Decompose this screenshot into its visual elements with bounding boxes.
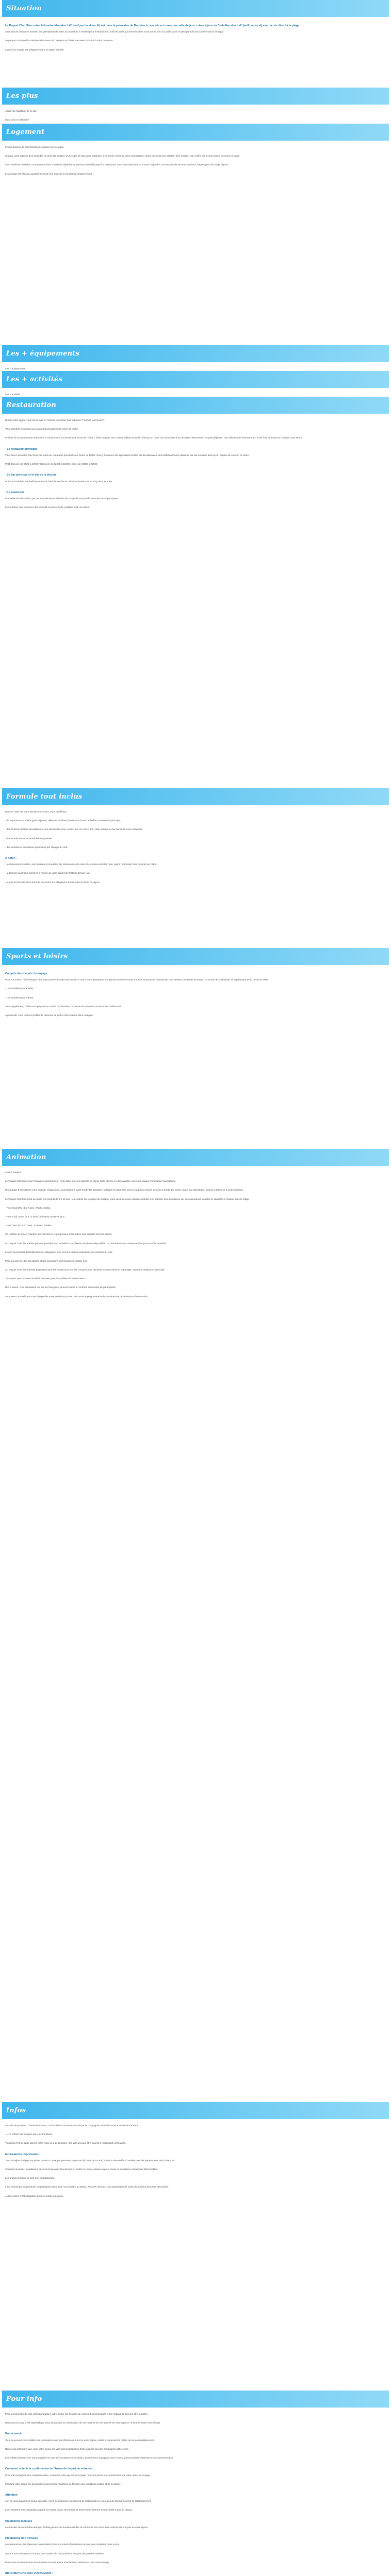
- paragraph: - Les activités pour enfants: [5, 996, 34, 999]
- paragraph: Pendant votre séjour, les prestations peuvent être modifiées en fonction des conditions locales et de la saison.: [5, 2482, 121, 2485]
- section-body: [2, 105, 389, 124]
- section-header: [2, 345, 389, 362]
- paragraph: Les chambres familiales comprennent deux chambres séparées et peuvent accueillir jusqu'à 4 personnes. Les suites disposent d'un salon séparé et d'un espace de vie plus spacieux, idéales pour les longs séjours.: [5, 163, 229, 166]
- section-body: [2, 2119, 389, 2207]
- section-restauration: [0, 397, 391, 788]
- paragraph: Durant votre séjour, vous serez logé en formule tout inclus (voir rubrique "Formule tout inclus").: [5, 419, 105, 421]
- paragraph: Boissons fraîches, cocktails sans alcool, thé à la menthe et collations servis tout au long de la journée.: [5, 480, 113, 483]
- paragraph: Prestations incluses: [5, 2519, 32, 2523]
- section-body: [2, 141, 389, 184]
- paragraph: Ce nombre de lits en chambre, les activités et le programme d'animation sont adaptés selon la saison.: [5, 1233, 112, 1236]
- spacer: [5, 467, 386, 471]
- section-les-activit-s: [0, 371, 391, 397]
- spacer: [5, 423, 386, 428]
- section-body: [2, 805, 389, 893]
- paragraph: - Pour Club Mini (4 à 7 ans) : Poule, Simba: [5, 1206, 51, 1209]
- spacer: [5, 1202, 386, 1207]
- spacer: [5, 868, 386, 872]
- paragraph: Prestations non incluses: [5, 2537, 38, 2540]
- spacer: [5, 1273, 386, 1277]
- paragraph: - les boissons importées, les boissons en bouteille, les restaurants à la carte et certaines activités (spa, sports motorisés) sont payants sur place.: [5, 863, 157, 866]
- spacer: [5, 2461, 386, 2465]
- paragraph: Bon à savoir :: [5, 2432, 24, 2436]
- spacer: [5, 1220, 386, 1224]
- paragraph: - des activités et animations proposées par l'équipe du club.: [5, 845, 68, 849]
- spacer: [5, 2531, 386, 2535]
- paragraph: Le ménage est effectué quotidiennement et le linge de lit est changé régulièrement.: [5, 172, 93, 175]
- paragraph: A l'abri de l'agitation de la ville: [5, 110, 37, 112]
- spacer: [5, 2479, 386, 2483]
- paragraph: A noter :: [5, 856, 17, 860]
- paragraph: Station Paquet: [5, 1171, 21, 1174]
- paragraph: Pour vos loisirs, l'hôtel Paquet Club Starcruise Polonaise Marrakech 4* met à votre disposition une piscine extérieure avec transats et parasols, une piscine pour enfants, un terrain de tennis, un terrain de volley-ball, de la pétanque et du tennis de table.: [5, 978, 269, 981]
- paragraph: Les enfants mineurs non accompagnés ne sont pas acceptés sur ce séjour. Les mineurs voyageant avec un seul parent doivent présenter les documents requis.: [5, 2456, 174, 2460]
- spacer: [5, 2173, 386, 2177]
- paragraph: Aucun vaccin n'est obligatoire pour se rendre au Maroc.: [5, 2194, 64, 2197]
- spacer: [5, 114, 386, 118]
- section-title: Restauration: [6, 401, 57, 409]
- spacer: [5, 35, 386, 39]
- section-header: [2, 124, 389, 141]
- paragraph: Nous vous informons que, pour votre séjour, les vols sont susceptibles d'être assurés par des compagnies différentes.: [5, 2447, 129, 2450]
- spacer: [5, 2147, 386, 2151]
- paragraph: INFORMATIONS AUX VOYAGEURS :: [5, 2571, 53, 2575]
- spacer: [5, 1184, 386, 1189]
- section-title: Logement: [6, 128, 45, 136]
- paragraph: - Les activités pour adultes: [5, 987, 34, 990]
- paragraph: - des snacks servis au snack-bar en journée,: [5, 837, 53, 840]
- section-title: Pour info: [6, 2395, 42, 2403]
- paragraph: Au Paquet Club, les enfants peuvent participer aux activités sous réserve de places disponibles. Le club enfants est ouvert tous les jours sauf le vendredi.: [5, 1242, 167, 1245]
- spacer: [5, 502, 386, 506]
- spacer: [5, 1194, 386, 1198]
- paragraph: Les assurances, les dépenses personnelles et les excursions facultatives ne sont pas comprises dans le prix.: [5, 2543, 120, 2546]
- section-pour-info: [0, 2391, 391, 2576]
- paragraph: Bon à savoir : Les animations ont lieu en français et peuvent varier en fonction du nombre de participants.: [5, 1286, 117, 1289]
- section-body: [2, 965, 389, 1026]
- section-title: Formule tout inclus: [6, 792, 83, 801]
- spacer: [5, 815, 386, 819]
- paragraph: Nous vous recommandons de souscrire une assurance annulation et assistance pour votre voyage.: [5, 2561, 110, 2564]
- paragraph: Les + équipements: [5, 367, 25, 370]
- paragraph: Pour tout renseignement complémentaire, contactez votre agence de voyage. Vous trouverez les coordonnées sur votre carnet de voyage.: [5, 2473, 151, 2477]
- paragraph: Le port du bracelet d'identification est obligatoire pour tous les enfants participant aux activités du club.: [5, 1250, 113, 1253]
- spacer: [5, 2199, 386, 2204]
- spacer: [5, 2164, 386, 2168]
- paragraph: Certaines activités, installations et services peuvent être fermés ou limités en basse saison ou pour cause de conditions climatiques défavorables.: [5, 2168, 158, 2171]
- paragraph: Afin de vous garantir un séjour agréable, merci de respecter les horaires de restauration et les règles de fonctionnement de l'établissement.: [5, 2500, 152, 2503]
- paragraph: Le Paquet Club Starcruise Polonaise Marrakech 4*, notre label qui vous garantit un séjour festif et riche en découvertes, avec une équipe d'animation francophone.: [5, 1180, 176, 1183]
- spacer: [5, 485, 386, 489]
- section-formule-tout-inclus: [0, 788, 391, 948]
- spacer: [5, 2487, 386, 2492]
- paragraph: Les chambres sont disponibles à partir de 14h00 le jour de l'arrivée et doivent être libérées avant 12h00 le jour du départ.: [5, 2509, 133, 2512]
- section-infos: [0, 2102, 391, 2391]
- paragraph: Dans le cadre de votre formule tout inclus, vous bénéficiez :: [5, 810, 68, 813]
- paragraph: - Il se peut que certaines activités ne soient pas disponibles en basse saison.: [5, 1277, 86, 1280]
- spacer: [5, 2417, 386, 2421]
- section-title: Les + équipements: [6, 349, 79, 358]
- spacer: [5, 1247, 386, 1251]
- spacer: [5, 824, 386, 828]
- spacer: [5, 992, 386, 996]
- paragraph: - de la pension complète (petit-déjeuner, déjeuner et dîner) servie sous forme de buffet au restaurant principal,: [5, 819, 121, 822]
- section-body: [2, 414, 389, 518]
- spacer: [5, 877, 386, 881]
- section-header: [2, 2391, 389, 2408]
- paragraph: Comment obtenir la confirmation de l'heure de départ de votre vol :: [5, 2467, 94, 2471]
- paragraph: A proximité, vous pourrez profiter de parcours de golf et d'excursions dans la région.: [5, 1014, 94, 1017]
- spacer: [5, 177, 386, 181]
- paragraph: Sauf avis de l'écran en fonction des prestations de base, la procédure à l'entrée pour le Marrakech, mais les amis qui viennent chez vous seront bien accueillis dans ce petit paradis sur la côte nord de l'Afrique.: [5, 30, 224, 33]
- section-header: [2, 371, 389, 388]
- spacer: [5, 2444, 386, 2448]
- paragraph: L'hôtel dispose de 218 chambres réparties sur 2 étages.: [5, 146, 64, 148]
- spacer: [5, 1264, 386, 1268]
- spacer: [5, 2504, 386, 2509]
- spacer: [5, 2138, 386, 2142]
- spacer: [5, 1176, 386, 1180]
- spacer: [5, 150, 386, 155]
- paragraph: - le port du bracelet de la formule tout inclus est obligatoire durant toute la durée du séjour.: [5, 880, 101, 884]
- spacer: [5, 842, 386, 846]
- spacer: [5, 1229, 386, 1233]
- spacer: [5, 1238, 386, 1242]
- section-body: [2, 362, 389, 371]
- section-header: [2, 788, 389, 805]
- section-header: [2, 2102, 389, 2119]
- spacer: [5, 2566, 386, 2570]
- paragraph: Une équipe d'animateurs vous propose chaque jour un programme varié d'activités sportives, ludiques et culturelles pour les adultes comme pour les enfants. En soirée, place aux spectacles, soirées à thème et à la discothèque.: [5, 1189, 244, 1192]
- spacer: [5, 2181, 386, 2185]
- paragraph: Petit-déjeuner de 7h00 à 10h00 / Déjeuner de 12h30 à 15h00 / Dîner de 19h00 à 22h00: [5, 463, 97, 466]
- spacer: [5, 833, 386, 837]
- spacer: [5, 1291, 386, 1295]
- paragraph: Compris dans le prix du voyage: [5, 972, 47, 975]
- paragraph: Avec supplément, l'hôtel vous propose un centre de bien-être, un centre de beauté et un hammam traditionnel.: [5, 1005, 122, 1008]
- paragraph: - des boissons locales alcoolisées et non alcoolisées (eau, sodas, jus, vin, bière, thé, café) servies au bar principal et au restaurant,: [5, 828, 143, 831]
- section-logement: [0, 124, 391, 345]
- paragraph: Le Paquet Club Mini-Club accueille vos enfants de 4 à 12 ans : les enfants ont le plaisir de partager leurs vacances avec d'autres enfants. Les activités sont encadrées par des animateurs qualifiés et adaptées à chaque tranche d'âge.: [5, 1197, 250, 1200]
- paragraph: Vous serez accueillis pour tous vos repas au restaurant principal sous forme de buffet. Vous y trouverez des spécialités locales et internationales, des buffets à thème plusieurs fois par semaine ainsi qu'un espace de cuisson en direct.: [5, 453, 250, 456]
- paragraph: Informations importantes :: [5, 2153, 41, 2156]
- spacer: [5, 459, 386, 463]
- paragraph: Situation importante : Transavia France : Vol à l'aller et au retour assuré par la compagnie Transavia France au départ de Paris.: [5, 2124, 139, 2127]
- paragraph: Pour les soirées, des spectacles et des animations sont proposés chaque soir.: [5, 1259, 88, 1262]
- paragraph: Le paquet comprend le transfert aller-retour de l'aéroport et l'hôtel Marrakech 4* situé à 8 km du centre.: [5, 39, 113, 42]
- paragraph: - Le bar principal et le bar de la piscine: [5, 473, 57, 477]
- paragraph: Chaque unité dispose d'un lit double ou deux lits simples, d'une salle de bain avec baignoire, d'un sèche-cheveux, de la climatisation, d'une télévision par satellite, d'un minibar, d'un coffre-fort et d'un balcon ou d'une terrasse.: [5, 155, 240, 158]
- paragraph: Le transfert aéroport-hôtel-aéroport, l'hébergement en chambre double et la formule tout inclus sont compris dans le prix de votre séjour.: [5, 2526, 149, 2529]
- spacer: [5, 1211, 386, 1215]
- spacer: [5, 511, 386, 515]
- paragraph: Une sélection de snacks, pizzas, sandwiches et salades est proposée en journée entre les repas principaux.: [5, 497, 119, 500]
- spacer: [5, 2557, 386, 2561]
- section-title: Infos: [6, 2106, 26, 2114]
- paragraph: - la formule tout inclus prend fin à l'heure de votre départ de l'hôtel le dernier jour.: [5, 872, 90, 875]
- spacer: [5, 1019, 386, 1023]
- spacer: [5, 983, 386, 987]
- paragraph: Vous serez accueilli par notre équipe dès votre arrivée et pourrez découvrir le programme de la semaine lors de la réunion d'information.: [5, 1295, 149, 1298]
- paragraph: Les horaires sont donnés à titre indicatif et peuvent être modifiés selon la saison.: [5, 506, 90, 509]
- section-body: [2, 2408, 389, 2576]
- spacer: [5, 886, 386, 890]
- paragraph: - Le snack-bar: [5, 490, 24, 494]
- section-body: [2, 1166, 389, 1307]
- paragraph: Les + activités: [5, 393, 21, 396]
- spacer: [5, 53, 386, 57]
- section-header: [2, 948, 389, 965]
- spacer: [5, 168, 386, 173]
- paragraph: - Pour Teen (12 à 17 ans) : Activités, soirées: [5, 1224, 52, 1227]
- paragraph: Le Paquet Club Starcruise Polonaise Marrakech 4* (tarif par local sur lit) est dans la polonaise de Marrakech, tout où se trouve une salle de jeux, mises à jour du Club Marrakech 4* (tarif par local) avec accès direct à la plage.: [5, 24, 300, 27]
- spacer: [5, 1001, 386, 1005]
- spacer: [5, 2426, 386, 2430]
- paragraph: Profitez de la gastronomie marocaine à volonté avec la formule tout inclus de l'hôtel. L'hôtel propose une cuisine raffinée au buffet ainsi qu'un choix de restaurants à la carte (sur réservation). Au petit-déjeuner, une sélection de viennoiseries, fruits frais et boissons chaudes vous attend.: [5, 436, 303, 439]
- paragraph: Vous ne pouvez pas modifier vos réservations une fois effectuées. Lors de votre séjour, veillez à respecter les règles de vie de l'établissement.: [5, 2438, 155, 2442]
- section-title: Les plus: [6, 92, 38, 100]
- paragraph: Vous prendrez vos repas au restaurant principal sous forme de buffet.: [5, 428, 78, 431]
- section-header: [2, 0, 389, 17]
- paragraph: Taxe de séjour à régler sur place : environ 2,50 € par personne et par nuit (à partir de 18 ans). Caution demandée à l'arrivée pour les équipements de la chambre.: [5, 2159, 175, 2162]
- paragraph: Les photos présentées sont non contractuelles.: [5, 2177, 55, 2180]
- section-sports-et-loisirs: [0, 948, 391, 1149]
- spacer: [5, 1300, 386, 1304]
- spacer: [5, 851, 386, 855]
- spacer: [5, 432, 386, 436]
- spacer: [5, 1256, 386, 1260]
- paragraph: Idéal pour se détendre: [5, 118, 29, 122]
- paragraph: Les prix sont calculés sur la base d'un nombre de nuits précis et non pas de journées entières.: [5, 2552, 105, 2555]
- spacer: [5, 2548, 386, 2552]
- spacer: [5, 2129, 386, 2133]
- spacer: [5, 159, 386, 163]
- paragraph: Dans tous les cas, il est impératif que vous demandiez la confirmation de vos horaires de vols auprès de votre agence 72 heures avant votre départ.: [5, 2421, 161, 2425]
- section-title: Animation: [6, 1153, 46, 1161]
- section-title: Les + activités: [6, 375, 63, 383]
- section-title: Sports et loisirs: [6, 952, 68, 960]
- section-animation: [0, 1149, 391, 2102]
- paragraph: - Le restaurant principal: [5, 447, 37, 451]
- section-les-plus: [0, 88, 391, 124]
- spacer: [5, 2514, 386, 2518]
- paragraph: + 4 % d'hôtel tout compris pour les transferts.: [5, 2133, 53, 2136]
- spacer: [5, 2191, 386, 2195]
- section-situation: [0, 0, 391, 88]
- spacer: [5, 1010, 386, 1014]
- paragraph: - Pour Club Junior (8 à 12 ans) : Animation sportive, jeux: [5, 1215, 65, 1218]
- spacer: [5, 2452, 386, 2456]
- paragraph: Au Paquet Club, les activités proposées pour les adolescents ont été conçues pour favoriser les rencontres et le partage, dans une ambiance conviviale.: [5, 1268, 166, 1272]
- spacer: [5, 1282, 386, 1286]
- section-header: [2, 1149, 389, 1166]
- section-header: [2, 397, 389, 414]
- section-header: [2, 88, 389, 105]
- paragraph: La part du voyage est obligatoire dans la vague actuelle.: [5, 48, 64, 51]
- spacer: [5, 442, 386, 446]
- section-body: [2, 388, 389, 397]
- paragraph: Il est nécessaire de présenter un passeport valide pour vous rendre au Maroc. Pour les mineurs, une autorisation de sortie du territoire peut être demandée.: [5, 2185, 169, 2189]
- section-title: Situation: [6, 4, 42, 12]
- section-les-quipements: [0, 345, 391, 371]
- spacer: [5, 44, 386, 48]
- paragraph: Attention: [5, 2493, 18, 2497]
- paragraph: Pour la recherche de vols correspondants à votre séjour, les horaires de vols sont communiqués à titre indicatif et peuvent être modifiés.: [5, 2413, 149, 2415]
- paragraph: Transavia France (vols opérés entre Paris et la destination) : les vols peuvent être soumis à modification d'horaires.: [5, 2142, 126, 2145]
- section-body: [2, 17, 389, 60]
